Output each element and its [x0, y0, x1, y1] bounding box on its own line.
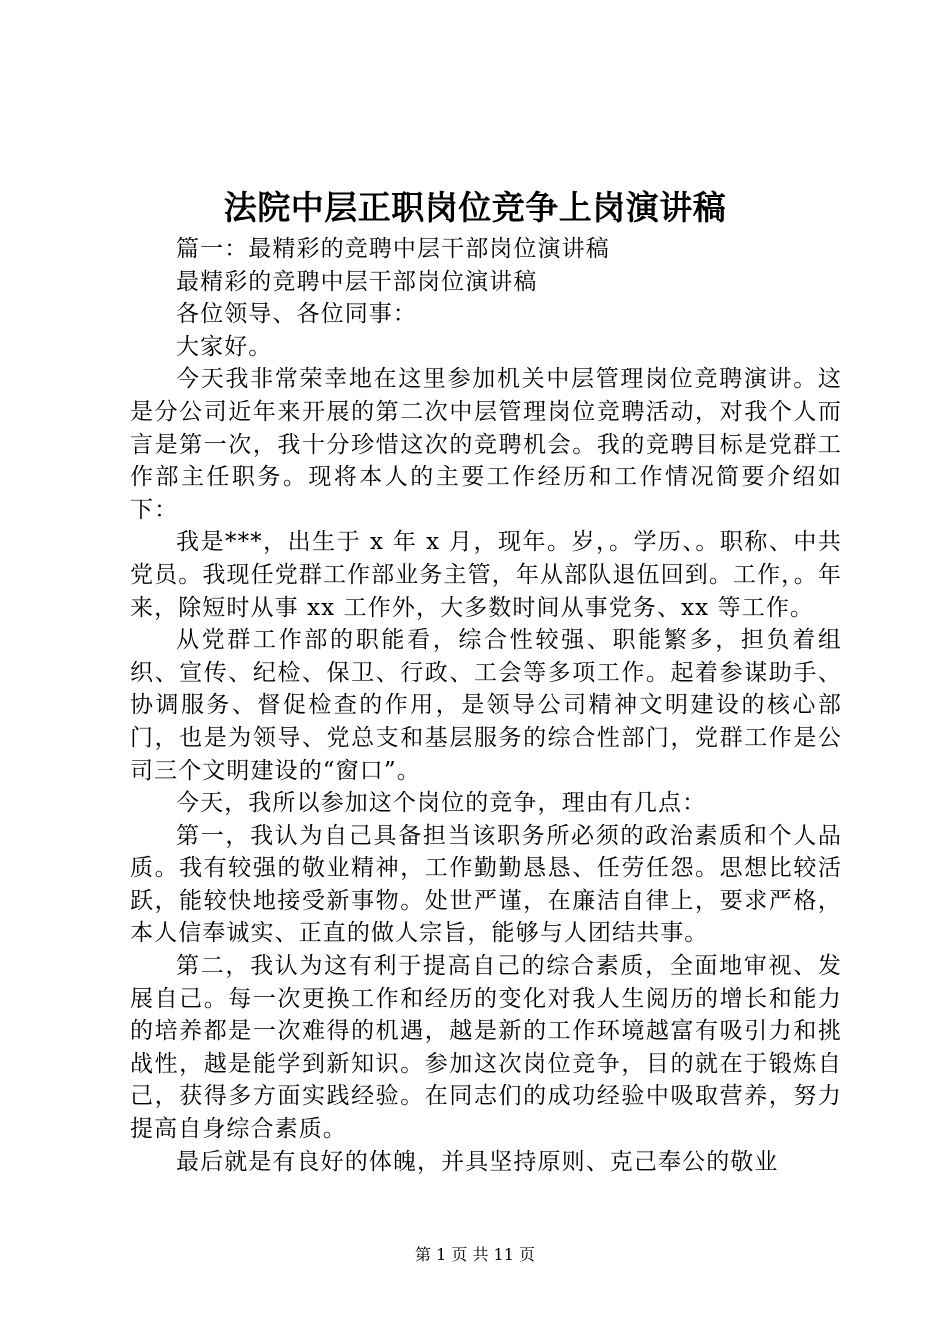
- paragraph: 我是***，出生于 x 年 x 月，现年。岁，。学历、。职称、中共党员。我现任党群工作部业务主管，年从部队退伍回到。工作，。年来，除短时从事 xx 工作外，大多数时间从事党务、xx 等工作。: [130, 529, 842, 621]
- document-body: [130, 233, 842, 1178]
- document-title: 法院中层正职岗位竞争上岗演讲稿: [223, 188, 727, 227]
- paragraph: 今天，我所以参加这个岗位的竞争，理由有几点：: [176, 790, 707, 817]
- paragraph: 第一，我认为自己具备担当该职务所必须的政治素质和个人品质。我有较强的敬业精神，工作勤勤恳恳、任劳任怨。思想比较活跃，能较快地接受新事物。处世严谨，在廉洁自律上，要求严格，本人信奉诚实、正直的做人宗旨，能够与人团结共事。: [130, 822, 842, 947]
- page-number-footer: 第 1 页 共 11 页: [415, 1245, 535, 1264]
- paragraph: 最后就是有良好的体魄，并具坚持原则、克己奉公的敬业: [176, 1148, 779, 1175]
- paragraph: 各位领导、各位同事：: [176, 301, 417, 328]
- paragraph: 第二，我认为这有利于提高自己的综合素质，全面地审视、发展自己。每一次更换工作和经历的变化对我人生阅历的增长和能力的培养都是一次难得的机遇，越是新的工作环境越富有吸引力和挑战性，越是能学到新知识。参加这次岗位竞争，目的就在于锻炼自己，获得多方面实践经验。在同志们的成功经验中吸取营养，努力提高自身综合素质。: [130, 953, 842, 1143]
- paragraph: 篇一：最精彩的竞聘中层干部岗位演讲稿: [176, 236, 610, 262]
- paragraph: 从党群工作部的职能看，综合性较强、职能繁多，担负着组织、宣传、纪检、保卫、行政、工会等多项工作。起着参谋助手、协调服务、督促检查的作用，是领导公司精神文明建设的核心部门，也是为领导、党总支和基层服务的综合性部门，党群工作是公司三个文明建设的“窗口”。: [130, 627, 842, 784]
- paragraph: 最精彩的竞聘中层干部岗位演讲稿: [176, 268, 538, 295]
- paragraph: 大家好。: [176, 333, 273, 360]
- paragraph: 今天我非常荣幸地在这里参加机关中层管理岗位竞聘演讲。这是分公司近年来开展的第二次中层管理岗位竞聘活动，对我个人而言是第一次，我十分珍惜这次的竞聘机会。我的竞聘目标是党群工作部主任职务。现将本人的主要工作经历和工作情况简要介绍如下：: [130, 366, 842, 523]
